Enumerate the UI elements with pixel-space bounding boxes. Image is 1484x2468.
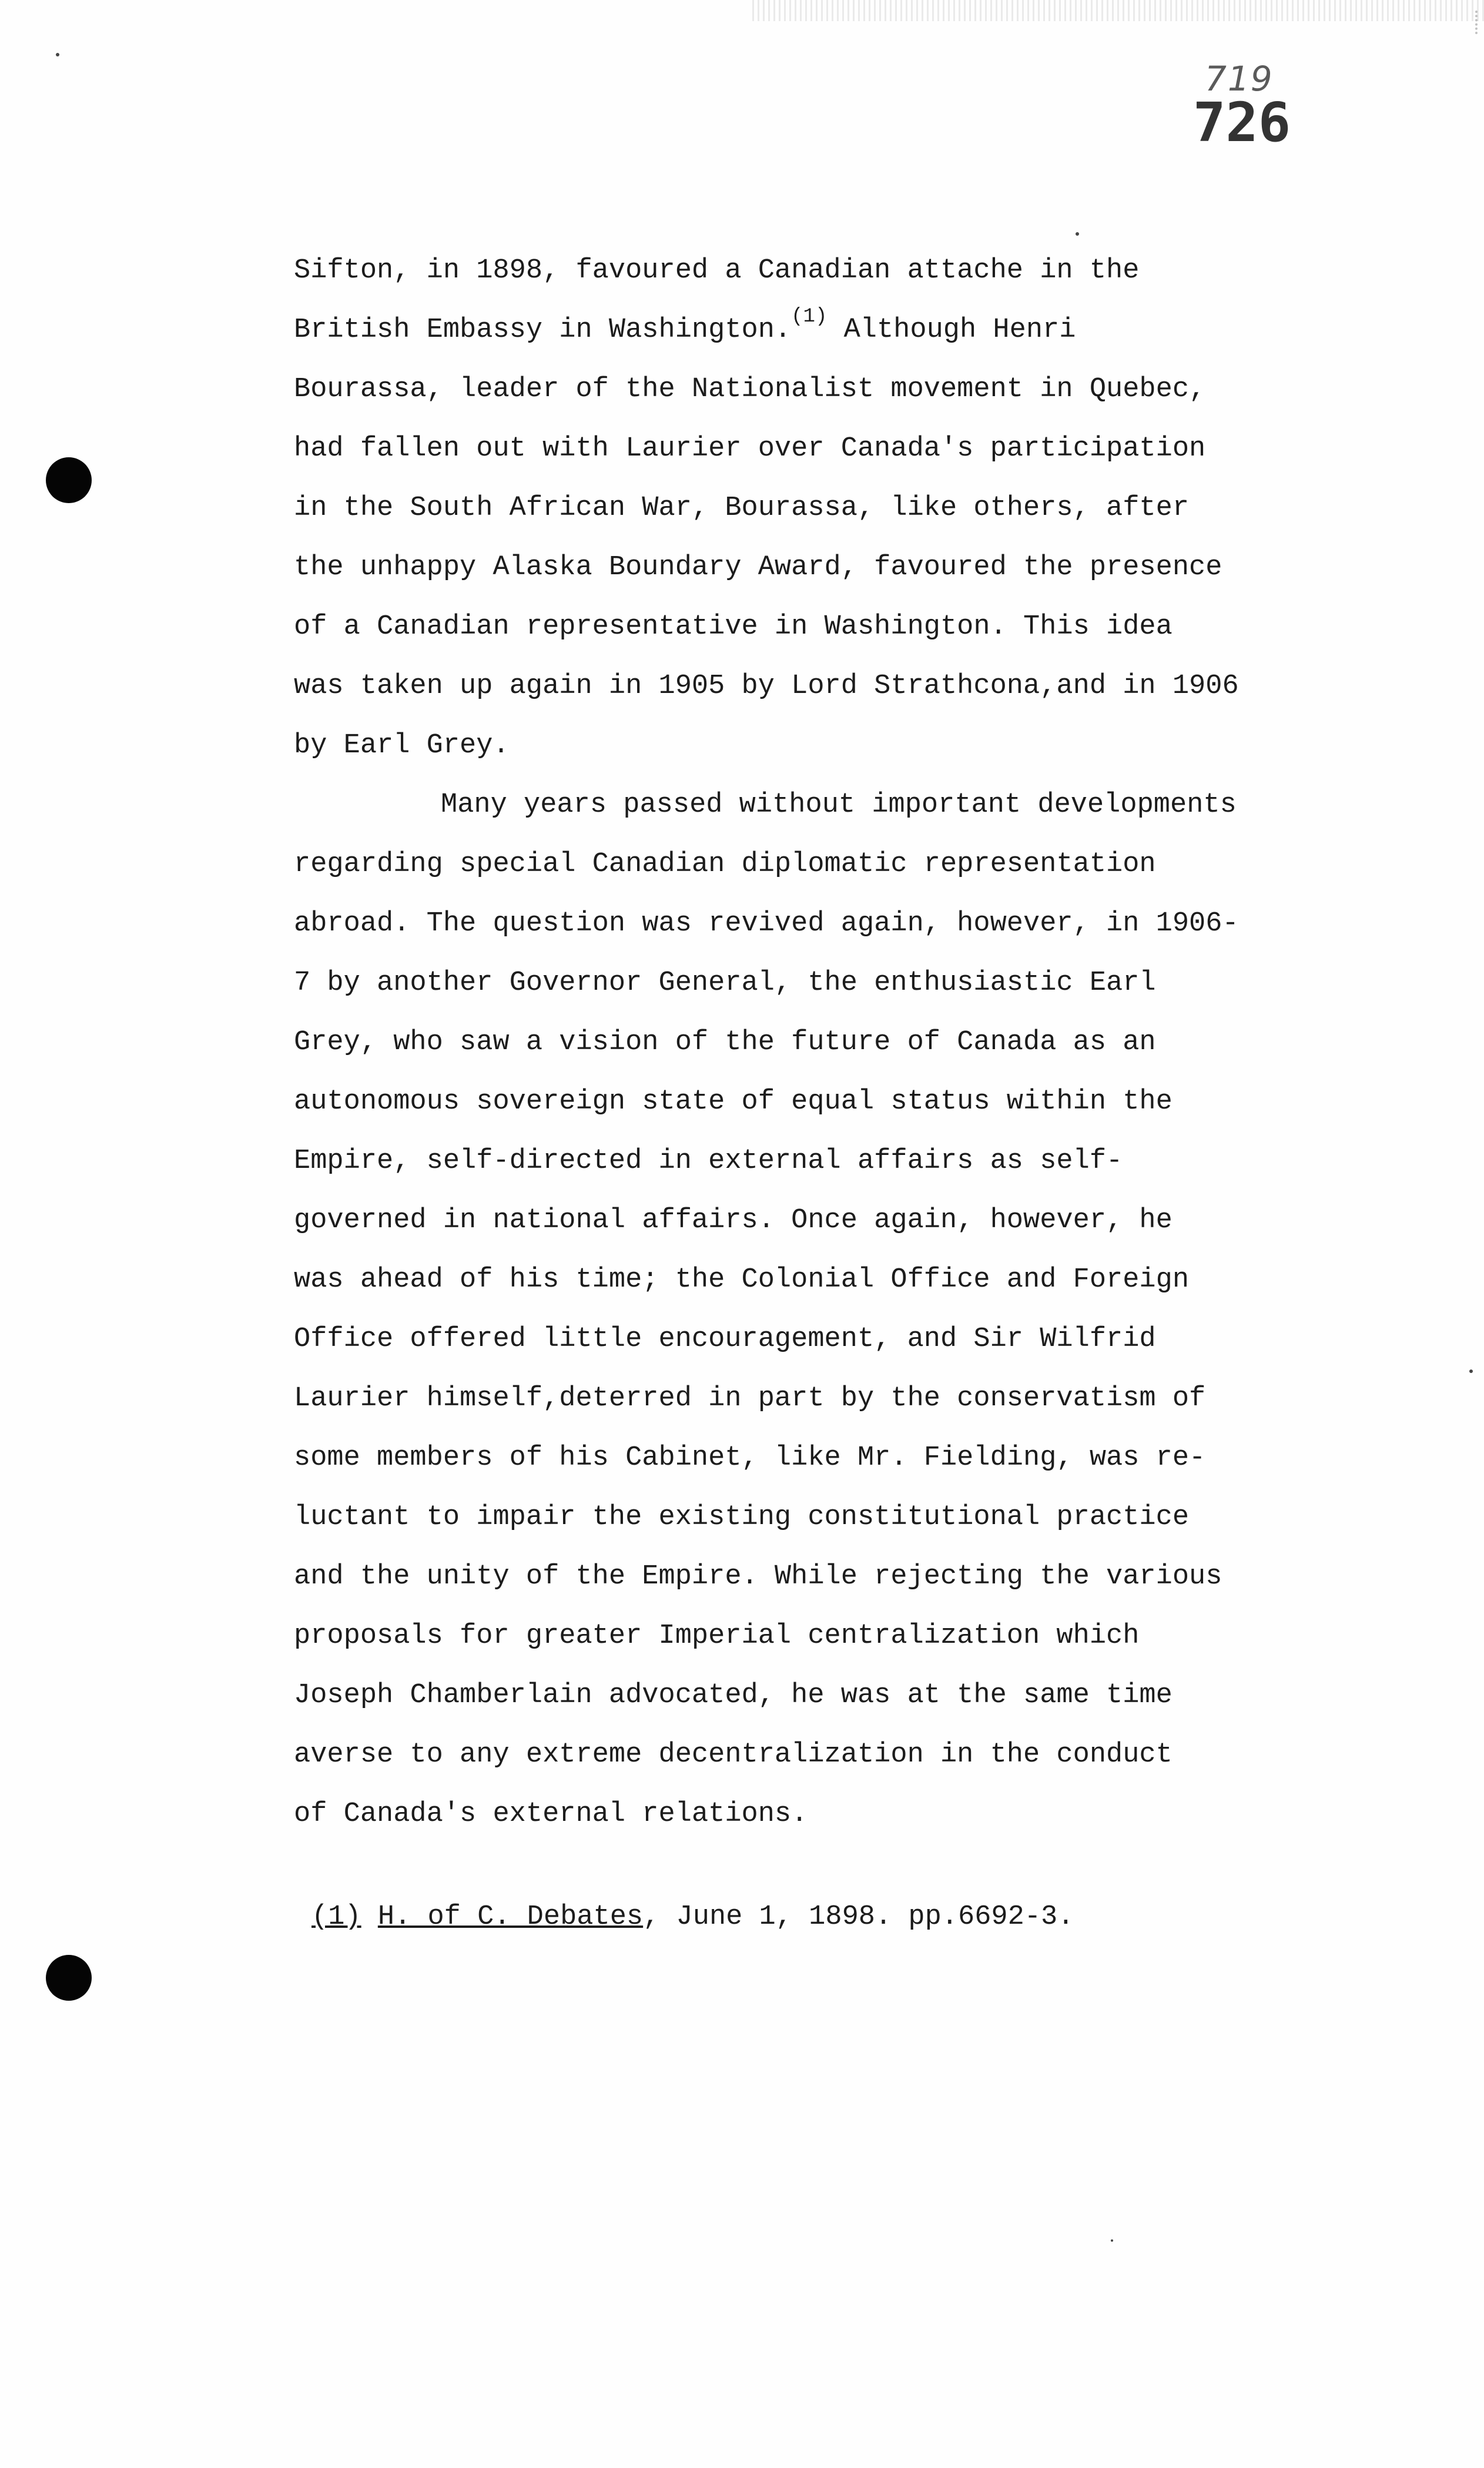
punch-hole-bottom <box>46 1955 92 2001</box>
footnote-reference: (1) <box>791 306 828 328</box>
body-text <box>294 241 1346 1844</box>
text-line: regarding special Canadian diplomatic representation <box>294 849 1156 880</box>
footnote-source: H. of C. Debates <box>377 1901 644 1933</box>
text-line: autonomous sovereign state of equal status within the <box>294 1086 1173 1117</box>
text-line: Office offered little encouragement, and Sir Wilfrid <box>294 1324 1156 1355</box>
text-line: Sifton, in 1898, favoured a Canadian attache in the <box>294 255 1140 286</box>
footnote-marker: (1) <box>311 1901 361 1933</box>
text-line: 7 by another Governor General, the enthusiastic Earl <box>294 967 1156 999</box>
punch-hole-top <box>46 457 92 503</box>
footnote <box>311 1901 1074 1933</box>
text-line: was taken up again in 1905 by Lord Strathcona,and in 1906 <box>294 671 1239 702</box>
text-line: had fallen out with Laurier over Canada's participation <box>294 433 1206 464</box>
text-line: governed in national affairs. Once again, however, he <box>294 1205 1173 1236</box>
text-line: in the South African War, Bourassa, like others, after <box>294 493 1190 524</box>
footnote-citation: , June 1, 1898. pp.6692-3. <box>643 1901 1074 1933</box>
scan-speck <box>56 53 59 56</box>
scan-speck <box>1469 1369 1473 1373</box>
text-line: Grey, who saw a vision of the future of Canada as an <box>294 1027 1156 1058</box>
text-line: of Canada's external relations. <box>294 1799 808 1830</box>
text-line: Joseph Chamberlain advocated, he was at the same time <box>294 1680 1173 1711</box>
scan-speck <box>1111 2239 1113 2242</box>
text-line <box>294 300 1346 360</box>
text-line: proposals for greater Imperial centralization which <box>294 1620 1140 1652</box>
text-line: Bourassa, leader of the Nationalist movement in Quebec, <box>294 374 1206 405</box>
text-line: was ahead of his time; the Colonial Office and Foreign <box>294 1264 1190 1295</box>
text-line: and the unity of the Empire. While rejecting the various <box>294 1561 1222 1592</box>
text-segment: Although Henri <box>827 314 1076 346</box>
text-segment: British Embassy in Washington. <box>294 314 792 346</box>
pencil-page-number: 719 <box>1205 59 1274 99</box>
text-line: Empire, self-directed in external affairs as self- <box>294 1146 1123 1177</box>
text-line: abroad. The question was revived again, however, in 1906- <box>294 908 1239 939</box>
text-line: of a Canadian representative in Washington. This idea <box>294 611 1173 642</box>
text-line: Many years passed without important developments <box>441 789 1237 821</box>
text-line: some members of his Cabinet, like Mr. Fielding, was re- <box>294 1442 1206 1474</box>
text-line: averse to any extreme decentralization in the conduct <box>294 1739 1173 1770</box>
text-line: by Earl Grey. <box>294 730 510 761</box>
scan-speck <box>1076 232 1079 236</box>
stamped-page-number: 726 <box>1193 91 1291 154</box>
text-line: Laurier himself,deterred in part by the conservatism of <box>294 1383 1206 1414</box>
scan-edge-artifact <box>752 0 1484 21</box>
text-line: luctant to impair the existing constitutional practice <box>294 1502 1190 1533</box>
scan-corner-artifact <box>1428 11 1478 34</box>
text-line: the unhappy Alaska Boundary Award, favoured the presence <box>294 552 1222 583</box>
